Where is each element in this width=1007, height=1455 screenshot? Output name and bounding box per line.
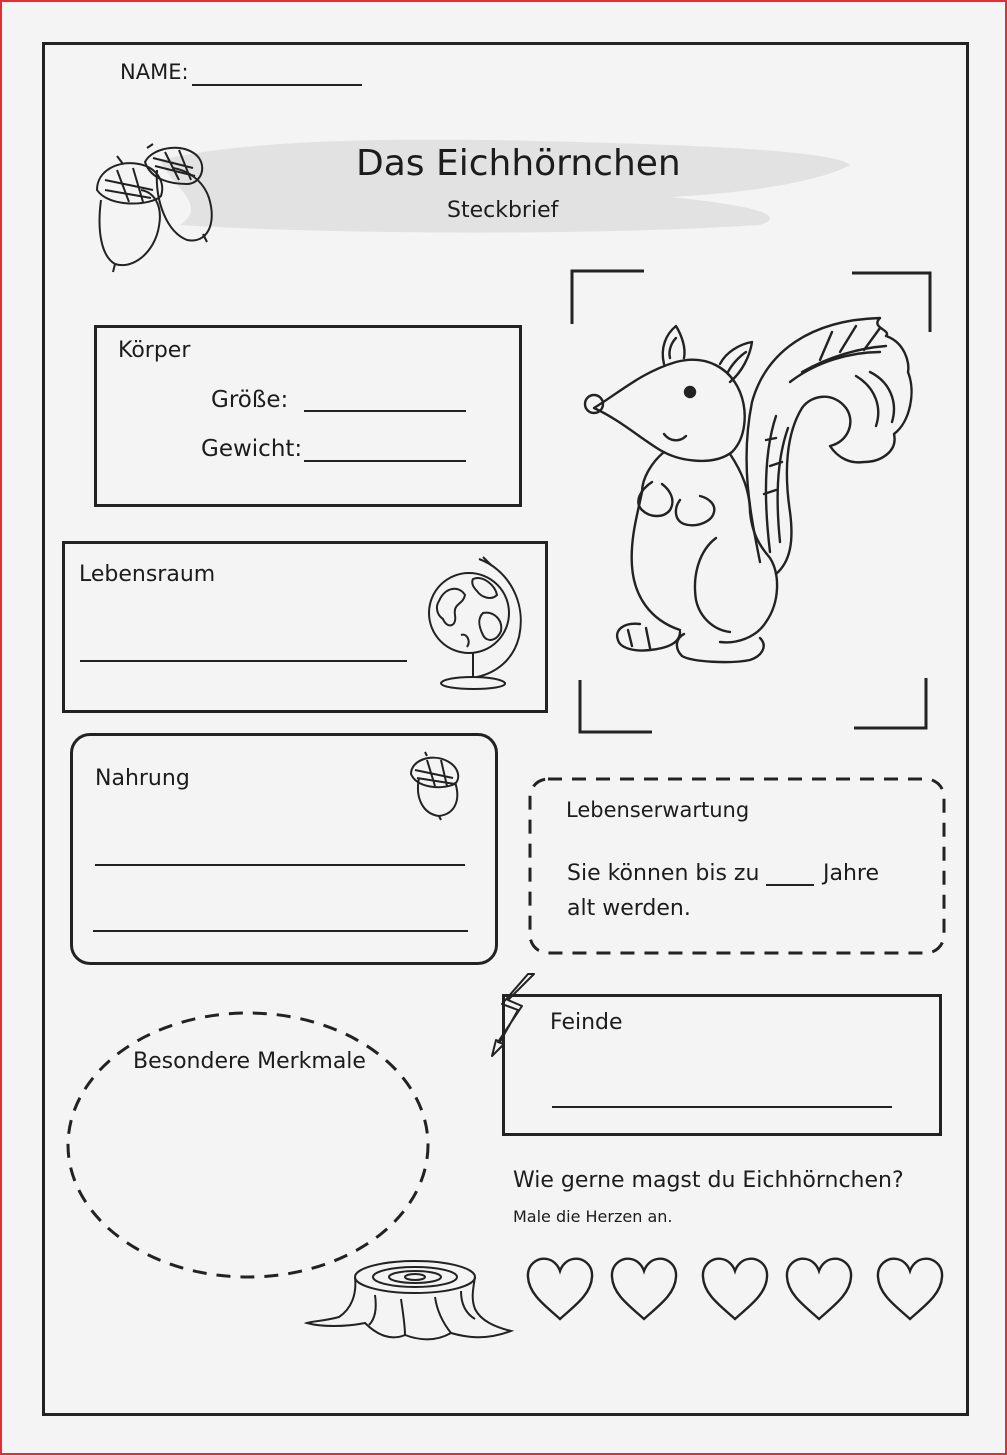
lebenserwartung-line1-end: Jahre — [823, 861, 880, 886]
heart-icon[interactable] — [700, 1255, 770, 1323]
acorns-icon — [95, 140, 220, 272]
name-field[interactable] — [192, 84, 362, 86]
heart-icon[interactable] — [609, 1255, 679, 1323]
gewicht-field[interactable] — [304, 460, 466, 462]
name-label: NAME: — [120, 60, 189, 84]
hearts-row — [525, 1255, 950, 1325]
tree-stump-icon — [305, 1255, 515, 1350]
feinde-field[interactable] — [552, 1106, 892, 1108]
lebenserwartung-line1-start: Sie können bis zu — [567, 861, 760, 886]
squirrel-icon — [580, 312, 920, 672]
heart-icon[interactable] — [784, 1255, 854, 1323]
koerper-heading: Körper — [118, 338, 191, 363]
merkmale-heading: Besondere Merkmale — [133, 1049, 366, 1074]
nahrung-heading: Nahrung — [95, 766, 190, 791]
groesse-field[interactable] — [304, 410, 466, 412]
nahrung-field-2[interactable] — [93, 930, 468, 932]
rating-question: Wie gerne magst du Eichhörnchen? — [513, 1168, 904, 1193]
lebenserwartung-heading: Lebenserwartung — [566, 798, 750, 822]
groesse-label: Größe: — [211, 387, 289, 413]
lebenserwartung-line2: alt werden. — [567, 896, 691, 921]
nahrung-field-1[interactable] — [95, 864, 465, 866]
gewicht-label: Gewicht: — [201, 436, 303, 462]
heart-icon[interactable] — [525, 1255, 595, 1323]
acorn-icon — [405, 752, 463, 820]
heart-icon[interactable] — [875, 1255, 945, 1323]
rating-instruction: Male die Herzen an. — [513, 1207, 673, 1226]
lebensraum-field[interactable] — [80, 660, 407, 662]
page-title: Das Eichhörnchen — [356, 143, 681, 184]
lebensraum-heading: Lebensraum — [79, 562, 216, 587]
page-subtitle: Steckbrief — [447, 198, 559, 223]
globe-icon — [425, 555, 530, 695]
feinde-heading: Feinde — [550, 1010, 623, 1035]
lebenserwartung-years-field[interactable] — [766, 884, 814, 886]
